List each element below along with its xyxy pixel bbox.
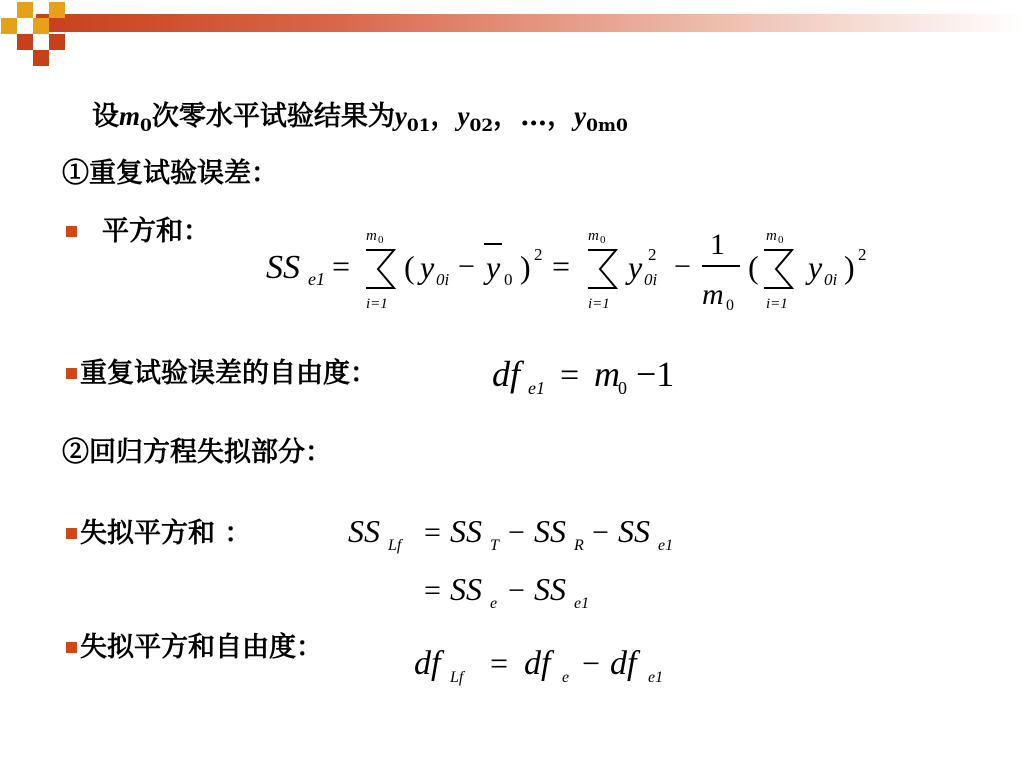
f1-frac-den: m [702,278,724,311]
intro-m-sub: 0 [140,116,152,136]
f3-eq: = [424,516,441,549]
formula-dfe1 [490,346,730,406]
section2-heading: ②回归方程失拟部分： [62,437,332,468]
f1-y2-sub: 0i [644,270,658,289]
f3-minus2: − [592,516,609,549]
intro-sep1: ， [430,101,458,132]
deco-square [33,18,49,34]
intro-middle-text: 次零水平试验结果为 [151,101,395,132]
f3-eq2: = [424,574,441,607]
f1-sum3-bottom: i=1 [766,296,788,312]
bullet-icon [66,642,77,653]
f1-sum3-top: m [766,228,777,244]
deco-square [33,50,49,66]
f4-df-sub: Lf [450,669,464,686]
f1-sq2: 2 [858,245,867,264]
f1-sum2-bottom: i=1 [588,296,610,312]
formula-dflf [412,636,702,696]
f1-ybar-sub: 0 [504,270,513,289]
f1-ss-sub: e1 [308,269,325,289]
f1-y2-sq: 2 [648,245,657,264]
f3-minus1: − [508,516,525,549]
bullet-icon [66,528,77,539]
intro-y2-sub: 02 [469,116,494,136]
f2-df: df [492,354,521,394]
intro-y1-sub: 01 [406,116,431,136]
f1-sum1-top-sub: 0 [378,234,384,246]
f1-sum2-sigma [588,250,616,288]
f1-y2: y [628,249,643,285]
sum-squares-label: 平方和： [102,216,210,247]
f1-y3: y [808,249,823,285]
formula-sse1 [262,218,882,318]
intro-prefix: 设 [92,101,119,132]
f1-y3-sub: 0i [824,270,838,289]
f1-ss: SS [266,249,300,286]
f2-df-sub: e1 [528,378,545,398]
f1-sum3-sigma [764,250,792,288]
f1-sum1-bottom: i=1 [366,296,388,312]
f1-frac-num: 1 [710,228,725,261]
f3-ssr-sub: R [574,537,584,554]
f3-sse1b: SS [534,571,566,607]
f2-eq: = [560,357,580,394]
f1-lparen: ( [404,249,415,285]
df-error-label: 重复试验误差的自由度： [80,358,377,389]
deco-square [17,2,33,18]
f3-sse1b-sub: e1 [574,595,590,612]
f3-ss: SS [348,513,380,549]
f1-ybar: y [486,249,501,285]
intro-y3-sub: 0m0 [586,116,628,136]
f4-df: df [414,645,441,682]
f1-sum2-top-sub: 0 [600,234,606,246]
lof-ss-label: 失拟平方和 ： [80,518,252,549]
deco-square [17,34,33,50]
f3-minus3: − [508,574,525,607]
f2-minus-one: −1 [636,354,675,394]
intro-line [92,103,628,135]
bullet-icon [66,226,77,237]
f1-rparen2: ) [844,249,855,285]
f1-minus: − [458,250,475,283]
f1-minus2: − [674,250,691,283]
f3-ss-sub: Lf [388,537,402,554]
f4-dfe1: df [610,645,637,682]
f3-ssr: SS [534,513,566,549]
f1-sum1-top: m [366,228,377,244]
f2-m-sub: 0 [618,378,627,398]
f1-sum1-sigma [366,250,394,288]
f4-dfe1-sub: e1 [648,669,664,686]
intro-m: m [119,101,141,131]
f3-sst-sub: T [490,537,499,554]
f2-m: m [594,354,620,394]
section1-heading: ①重复试验误差： [62,158,278,189]
f3-sse1-sub: e1 [658,537,674,554]
f1-eq: = [332,248,351,284]
f1-y: y [420,249,435,285]
f1-eq2: = [552,248,571,284]
intro-y3: y [574,101,587,131]
f3-sse-sub: e [490,595,498,612]
f1-sum2-top: m [588,228,599,244]
lof-df-label: 失拟平方和自由度： [80,632,323,663]
f1-y-sub: 0i [436,270,450,289]
f4-dfe-sub: e [562,669,570,686]
deco-square [1,18,17,34]
intro-sep2: ，…， [493,101,575,132]
intro-y2: y [457,101,470,131]
header-gradient-bar [36,14,1024,32]
deco-square [49,34,65,50]
f3-sst: SS [450,513,482,549]
f1-sq: 2 [534,245,543,264]
formula-sslf [346,506,696,616]
f4-minus: − [582,645,601,681]
bullet-icon [66,368,77,379]
deco-square [49,2,65,18]
f1-sum3-top-sub: 0 [778,234,784,246]
f1-rparen: ) [520,249,531,285]
f4-dfe: df [524,645,551,682]
f3-sse: SS [450,571,482,607]
f1-frac-den-sub: 0 [726,297,734,314]
intro-y1: y [394,101,407,131]
f3-sse1: SS [618,513,650,549]
f1-lparen2: ( [748,249,759,285]
f4-eq: = [490,645,509,681]
